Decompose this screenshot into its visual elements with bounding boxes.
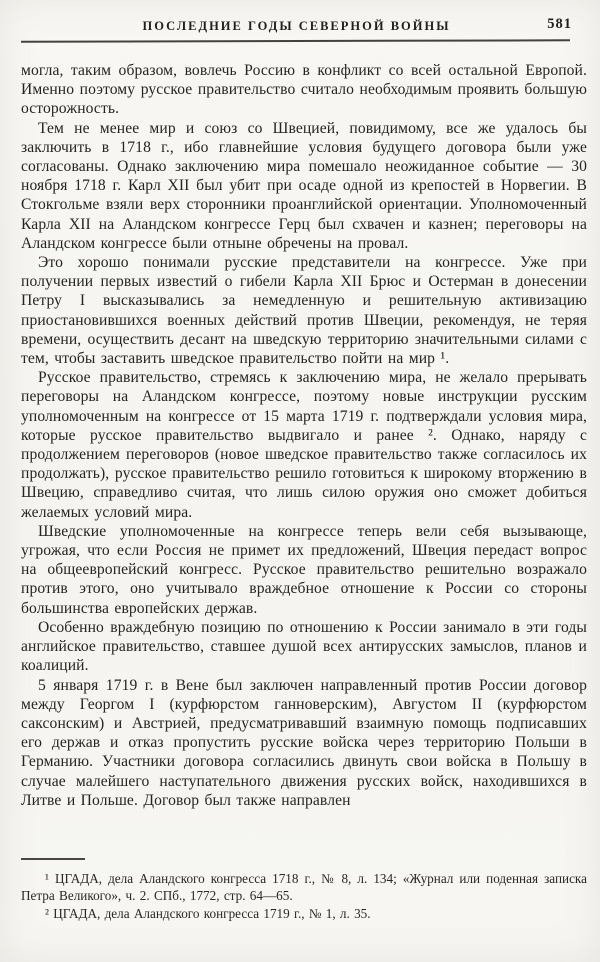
footnote-separator bbox=[21, 858, 85, 860]
footnote-1: ¹ ЦГАДА, дела Аландского конгресса 1718 г., № 8, л. 134; «Журнал или поденная записка Петра Великого», ч. 2. СПб., 1772, стр. 64—65. bbox=[21, 870, 587, 904]
page-number: 581 bbox=[547, 16, 572, 32]
page-header bbox=[21, 16, 572, 38]
paragraph-continuation: могла, таким образом, вовлечь Россию в конфликт со всей остальной Европой. Именно поэтому русское правительство считало необходимым проявить большую осторожность. bbox=[21, 62, 587, 118]
paragraph-english-hostility: Особенно враждебную позицию по отношению к России занимало в эти годы английское правительство, ставшее душой всех антирусских замыслов, планов и коалиций. bbox=[21, 618, 587, 675]
paragraph-peace-1718: Тем не менее мир и союз со Швецией, повидимому, все же удалось бы заключить в 1718 г., ибо главнейшие условия будущего договора были уже согласованы. Однако заключению мира помешало неожиданное событие — 30 ноября 1718 г. Карл XII был убит при осаде одной из крепостей в Норвегии. В Стокгольме взяли верх сторонники проанглийской ориентации. Уполномоченный Карла XII на Аландском конгрессе Герц был схвачен и казнен; переговоры на Аландском конгрессе были отныне обречены на провал. bbox=[21, 119, 587, 252]
page-body bbox=[21, 61, 587, 810]
paragraph-vienna-treaty: 5 января 1719 г. в Вене был заключен направленный против России договор между Георгом I (курфюрстом ганноверским), Августом II (курфюрстом саксонским) и Австрией, предусматривавший взаимную помощь подписавших его держав и отказ пропустить русские войска через территорию Польши в Германию. Участники договора согласились двинуть свои войска в Польшу в случае малейшего наступательного движения русских войск, находившихся в Литве и Польше. Договор был также направлен bbox=[21, 676, 587, 809]
footnotes bbox=[21, 858, 587, 922]
paragraph-new-instructions: Русское правительство, стремясь к заключению мира, не желало прерывать переговоры на Аландском конгрессе, поэтому новые инструкции русским уполномоченным на конгрессе от 15 марта 1719 г. подтверждали условия мира, которые русское правительство выдвигало и ранее ². Однако, наряду с продолжением переговоров (новое шведское правительство также согласилось их продолжать), русское правительство решило готовиться к широкому вторжению в Швецию, справедливо считая, что лишь силою оружия оно сможет добиться желаемых условий мира. bbox=[21, 369, 587, 521]
footnote-2: ² ЦГАДА, дела Аландского конгресса 1719 г., № 1, л. 35. bbox=[45, 905, 371, 921]
paragraph-swedish-threats: Шведские уполномоченные на конгрессе теперь вели себя вызывающе, угрожая, что если Россия не примет их предложений, Швеция передаст вопрос на общеевропейский конгресс. Русское правительство решительно возражало против этого, оно учитывало враждебное отношение к России со стороны большинства европейских держав. bbox=[21, 522, 587, 617]
header-rule bbox=[21, 39, 570, 42]
paragraph-russian-delegates: Это хорошо понимали русские представители на конгрессе. Уже при получении первых известий о гибели Карла XII Брюс и Остерман в донесении Петру I высказывались за немедленную и решительную активизацию приостановившихся военных действий против Швеции, рекомендуя, не теряя времени, осуществить десант на шведскую территорию значительными силами с тем, чтобы заставить шведское правительство пойти на мир ¹. bbox=[21, 254, 587, 368]
running-title: ПОСЛЕДНИЕ ГОДЫ СЕВЕРНОЙ ВОЙНЫ bbox=[142, 19, 451, 33]
